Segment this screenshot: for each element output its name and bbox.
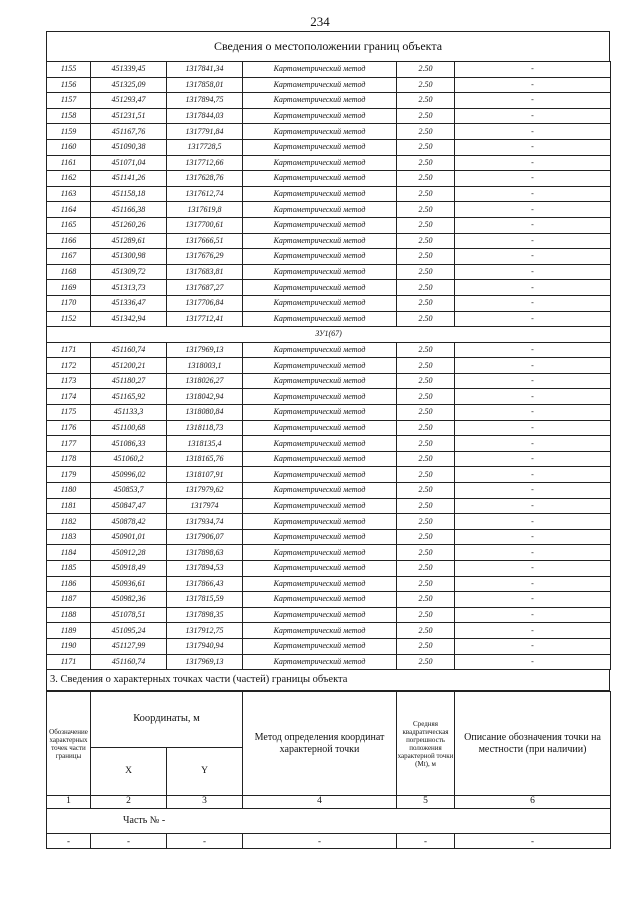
empty-cell: - — [47, 834, 91, 849]
section3-table — [46, 691, 611, 849]
empty-row — [47, 834, 611, 849]
error-value-cell: 2.50 — [397, 186, 455, 202]
error-value-cell: 2.50 — [397, 483, 455, 499]
x-coordinate-cell: 450918,49 — [91, 561, 167, 577]
table-row — [47, 280, 611, 296]
table-row — [47, 171, 611, 187]
method-cell: Картометрический метод — [243, 295, 397, 311]
point-number-cell: 1190 — [47, 638, 91, 654]
table-row — [47, 342, 611, 358]
y-coordinate-cell: 1317841,34 — [167, 62, 243, 78]
description-cell: - — [455, 124, 611, 140]
error-value-cell: 2.50 — [397, 171, 455, 187]
col-number: 5 — [397, 796, 455, 809]
point-number-cell: 1156 — [47, 77, 91, 93]
point-number-cell: 1182 — [47, 514, 91, 530]
point-number-cell: 1170 — [47, 295, 91, 311]
y-coordinate-cell: 1317969,13 — [167, 342, 243, 358]
y-coordinate-cell: 1317712,66 — [167, 155, 243, 171]
point-number-cell: 1184 — [47, 545, 91, 561]
x-coordinate-cell: 451300,98 — [91, 249, 167, 265]
error-value-cell: 2.50 — [397, 576, 455, 592]
error-value-cell: 2.50 — [397, 139, 455, 155]
y-coordinate-cell: 1317683,81 — [167, 264, 243, 280]
method-cell: Картометрический метод — [243, 607, 397, 623]
description-cell: - — [455, 342, 611, 358]
col-number: 6 — [455, 796, 611, 809]
point-number-cell: 1163 — [47, 186, 91, 202]
description-cell: - — [455, 405, 611, 421]
description-cell: - — [455, 545, 611, 561]
y-coordinate-cell: 1317666,51 — [167, 233, 243, 249]
x-coordinate-cell: 451336,47 — [91, 295, 167, 311]
x-coordinate-cell: 450853,7 — [91, 483, 167, 499]
x-coordinate-cell: 451060,2 — [91, 451, 167, 467]
point-number-cell: 1167 — [47, 249, 91, 265]
header-x: X — [91, 748, 167, 796]
table-row — [47, 202, 611, 218]
error-value-cell: 2.50 — [397, 249, 455, 265]
point-number-cell: 1172 — [47, 358, 91, 374]
description-cell: - — [455, 77, 611, 93]
table-row — [47, 108, 611, 124]
description-cell: - — [455, 623, 611, 639]
description-cell: - — [455, 186, 611, 202]
error-value-cell: 2.50 — [397, 623, 455, 639]
header-method: Метод определения координат характерной точки — [243, 692, 397, 796]
method-cell: Картометрический метод — [243, 186, 397, 202]
point-number-cell: 1180 — [47, 483, 91, 499]
method-cell: Картометрический метод — [243, 93, 397, 109]
method-cell: Картометрический метод — [243, 638, 397, 654]
x-coordinate-cell: 451127,99 — [91, 638, 167, 654]
point-number-cell: 1157 — [47, 93, 91, 109]
header-description: Описание обозначения точки на местности (при наличии) — [455, 692, 611, 796]
y-coordinate-cell: 1317619,8 — [167, 202, 243, 218]
col-number: 3 — [167, 796, 243, 809]
y-coordinate-cell: 1317815,59 — [167, 592, 243, 608]
y-coordinate-cell: 1318003,1 — [167, 358, 243, 374]
table-row — [47, 467, 611, 483]
point-number-cell: 1183 — [47, 529, 91, 545]
col-number: 1 — [47, 796, 91, 809]
x-coordinate-cell: 451167,76 — [91, 124, 167, 140]
description-cell: - — [455, 202, 611, 218]
x-coordinate-cell: 451086,33 — [91, 436, 167, 452]
x-coordinate-cell: 451260,26 — [91, 217, 167, 233]
error-value-cell: 2.50 — [397, 405, 455, 421]
error-value-cell: 2.50 — [397, 217, 455, 233]
error-value-cell: 2.50 — [397, 373, 455, 389]
error-value-cell: 2.50 — [397, 93, 455, 109]
description-cell: - — [455, 498, 611, 514]
empty-cell: - — [91, 834, 167, 849]
table-row — [47, 420, 611, 436]
description-cell: - — [455, 93, 611, 109]
error-value-cell: 2.50 — [397, 436, 455, 452]
page-number: 234 — [310, 14, 330, 29]
method-cell: Картометрический метод — [243, 171, 397, 187]
point-number-cell: 1155 — [47, 62, 91, 78]
error-value-cell: 2.50 — [397, 295, 455, 311]
document-frame — [46, 31, 610, 849]
y-coordinate-cell: 1317687,27 — [167, 280, 243, 296]
point-number-cell: 1152 — [47, 311, 91, 327]
x-coordinate-cell: 451071,04 — [91, 155, 167, 171]
x-coordinate-cell: 451095,24 — [91, 623, 167, 639]
error-value-cell: 2.50 — [397, 342, 455, 358]
error-value-cell: 2.50 — [397, 607, 455, 623]
x-coordinate-cell: 451231,51 — [91, 108, 167, 124]
x-coordinate-cell: 451160,74 — [91, 342, 167, 358]
x-coordinate-cell: 450912,28 — [91, 545, 167, 561]
x-coordinate-cell: 451133,3 — [91, 405, 167, 421]
error-value-cell: 2.50 — [397, 155, 455, 171]
description-cell: - — [455, 514, 611, 530]
y-coordinate-cell: 1317979,62 — [167, 483, 243, 499]
table-row — [47, 311, 611, 327]
description-cell: - — [455, 654, 611, 670]
x-coordinate-cell: 451342,94 — [91, 311, 167, 327]
table-row — [47, 623, 611, 639]
description-cell: - — [455, 280, 611, 296]
x-coordinate-cell: 451090,38 — [91, 139, 167, 155]
point-number-cell: 1186 — [47, 576, 91, 592]
y-coordinate-cell: 1317940,94 — [167, 638, 243, 654]
error-value-cell: 2.50 — [397, 233, 455, 249]
method-cell: Картометрический метод — [243, 561, 397, 577]
x-coordinate-cell: 451165,92 — [91, 389, 167, 405]
method-cell: Картометрический метод — [243, 202, 397, 218]
method-cell: Картометрический метод — [243, 311, 397, 327]
table-row — [47, 389, 611, 405]
table-row — [47, 139, 611, 155]
error-value-cell: 2.50 — [397, 654, 455, 670]
method-cell: Картометрический метод — [243, 592, 397, 608]
method-cell: Картометрический метод — [243, 576, 397, 592]
method-cell: Картометрический метод — [243, 498, 397, 514]
section3-title: 3. Сведения о характерных точках части (частей) границы объекта — [46, 670, 610, 691]
error-value-cell: 2.50 — [397, 62, 455, 78]
error-value-cell: 2.50 — [397, 280, 455, 296]
y-coordinate-cell: 1317612,74 — [167, 186, 243, 202]
description-cell: - — [455, 373, 611, 389]
empty-cell: - — [455, 834, 611, 849]
column-numbers-row — [47, 796, 611, 809]
table-row — [47, 295, 611, 311]
table-row — [47, 405, 611, 421]
method-cell: Картометрический метод — [243, 62, 397, 78]
parcel-label: ЗУ1(67) — [47, 327, 611, 343]
table-row — [47, 373, 611, 389]
description-cell: - — [455, 638, 611, 654]
method-cell: Картометрический метод — [243, 139, 397, 155]
description-cell: - — [455, 467, 611, 483]
table-row — [47, 186, 611, 202]
description-cell: - — [455, 264, 611, 280]
x-coordinate-cell: 451141,26 — [91, 171, 167, 187]
table-row — [47, 436, 611, 452]
y-coordinate-cell: 1317969,13 — [167, 654, 243, 670]
table-row — [47, 561, 611, 577]
method-cell: Картометрический метод — [243, 389, 397, 405]
empty-cell: - — [243, 834, 397, 849]
method-cell: Картометрический метод — [243, 77, 397, 93]
description-cell: - — [455, 249, 611, 265]
error-value-cell: 2.50 — [397, 108, 455, 124]
point-number-cell: 1188 — [47, 607, 91, 623]
method-cell: Картометрический метод — [243, 108, 397, 124]
point-number-cell: 1164 — [47, 202, 91, 218]
method-cell: Картометрический метод — [243, 467, 397, 483]
point-number-cell: 1173 — [47, 373, 91, 389]
y-coordinate-cell: 1317706,84 — [167, 295, 243, 311]
empty-cell: - — [167, 834, 243, 849]
x-coordinate-cell: 451180,27 — [91, 373, 167, 389]
error-value-cell: 2.50 — [397, 561, 455, 577]
x-coordinate-cell: 451166,38 — [91, 202, 167, 218]
description-cell: - — [455, 311, 611, 327]
y-coordinate-cell: 1318118,73 — [167, 420, 243, 436]
method-cell: Картометрический метод — [243, 280, 397, 296]
point-number-cell: 1168 — [47, 264, 91, 280]
x-coordinate-cell: 450982,36 — [91, 592, 167, 608]
method-cell: Картометрический метод — [243, 623, 397, 639]
header-coords: Координаты, м — [91, 692, 243, 748]
table-row — [47, 358, 611, 374]
method-cell: Картометрический метод — [243, 405, 397, 421]
point-number-cell: 1187 — [47, 592, 91, 608]
x-coordinate-cell: 451200,21 — [91, 358, 167, 374]
point-number-cell: 1179 — [47, 467, 91, 483]
error-value-cell: 2.50 — [397, 638, 455, 654]
table-row — [47, 264, 611, 280]
col-number: 2 — [91, 796, 167, 809]
x-coordinate-cell: 451309,72 — [91, 264, 167, 280]
description-cell: - — [455, 561, 611, 577]
error-value-cell: 2.50 — [397, 529, 455, 545]
description-cell: - — [455, 607, 611, 623]
x-coordinate-cell: 451100,68 — [91, 420, 167, 436]
error-value-cell: 2.50 — [397, 514, 455, 530]
x-coordinate-cell: 451289,61 — [91, 233, 167, 249]
y-coordinate-cell: 1318026,27 — [167, 373, 243, 389]
table-row — [47, 654, 611, 670]
parcel-separator-row — [47, 327, 611, 343]
x-coordinate-cell: 451313,73 — [91, 280, 167, 296]
method-cell: Картометрический метод — [243, 483, 397, 499]
point-number-cell: 1171 — [47, 342, 91, 358]
table-row — [47, 62, 611, 78]
y-coordinate-cell: 1317934,74 — [167, 514, 243, 530]
coordinates-table — [46, 61, 611, 670]
point-number-cell: 1158 — [47, 108, 91, 124]
method-cell: Картометрический метод — [243, 155, 397, 171]
table-row — [47, 124, 611, 140]
y-coordinate-cell: 1318107,91 — [167, 467, 243, 483]
error-value-cell: 2.50 — [397, 358, 455, 374]
table-row — [47, 607, 611, 623]
table-row — [47, 483, 611, 499]
description-cell: - — [455, 171, 611, 187]
y-coordinate-cell: 1317894,75 — [167, 93, 243, 109]
point-number-cell: 1178 — [47, 451, 91, 467]
method-cell: Картометрический метод — [243, 342, 397, 358]
x-coordinate-cell: 450878,42 — [91, 514, 167, 530]
y-coordinate-cell: 1317728,5 — [167, 139, 243, 155]
x-coordinate-cell: 451325,09 — [91, 77, 167, 93]
error-value-cell: 2.50 — [397, 451, 455, 467]
x-coordinate-cell: 451339,45 — [91, 62, 167, 78]
error-value-cell: 2.50 — [397, 389, 455, 405]
point-number-cell: 1171 — [47, 654, 91, 670]
table-row — [47, 451, 611, 467]
table-row — [47, 93, 611, 109]
table-row — [47, 233, 611, 249]
x-coordinate-cell: 451078,51 — [91, 607, 167, 623]
error-value-cell: 2.50 — [397, 77, 455, 93]
method-cell: Картометрический метод — [243, 124, 397, 140]
coordinates-table-body — [47, 62, 611, 670]
point-number-cell: 1162 — [47, 171, 91, 187]
description-cell: - — [455, 217, 611, 233]
method-cell: Картометрический метод — [243, 436, 397, 452]
description-cell: - — [455, 108, 611, 124]
x-coordinate-cell: 450996,02 — [91, 467, 167, 483]
description-cell: - — [455, 139, 611, 155]
x-coordinate-cell: 450936,61 — [91, 576, 167, 592]
point-number-cell: 1165 — [47, 217, 91, 233]
y-coordinate-cell: 1317866,43 — [167, 576, 243, 592]
error-value-cell: 2.50 — [397, 592, 455, 608]
method-cell: Картометрический метод — [243, 545, 397, 561]
y-coordinate-cell: 1317974 — [167, 498, 243, 514]
y-coordinate-cell: 1318165,76 — [167, 451, 243, 467]
method-cell: Картометрический метод — [243, 529, 397, 545]
point-number-cell: 1175 — [47, 405, 91, 421]
point-number-cell: 1160 — [47, 139, 91, 155]
description-cell: - — [455, 358, 611, 374]
header-y: Y — [167, 748, 243, 796]
error-value-cell: 2.50 — [397, 467, 455, 483]
description-cell: - — [455, 389, 611, 405]
part-row — [47, 809, 611, 834]
y-coordinate-cell: 1317912,75 — [167, 623, 243, 639]
description-cell: - — [455, 295, 611, 311]
header-point: Обозначение характерных точек части границы — [47, 692, 91, 796]
point-number-cell: 1189 — [47, 623, 91, 639]
y-coordinate-cell: 1317700,61 — [167, 217, 243, 233]
method-cell: Картометрический метод — [243, 514, 397, 530]
y-coordinate-cell: 1318042,94 — [167, 389, 243, 405]
point-number-cell: 1166 — [47, 233, 91, 249]
error-value-cell: 2.50 — [397, 545, 455, 561]
y-coordinate-cell: 1317844,03 — [167, 108, 243, 124]
table-row — [47, 514, 611, 530]
description-cell: - — [455, 420, 611, 436]
y-coordinate-cell: 1317712,41 — [167, 311, 243, 327]
method-cell: Картометрический метод — [243, 451, 397, 467]
y-coordinate-cell: 1317858,01 — [167, 77, 243, 93]
part-label: Часть № - — [47, 809, 611, 834]
y-coordinate-cell: 1317894,53 — [167, 561, 243, 577]
table-row — [47, 638, 611, 654]
error-value-cell: 2.50 — [397, 202, 455, 218]
y-coordinate-cell: 1317791,84 — [167, 124, 243, 140]
error-value-cell: 2.50 — [397, 498, 455, 514]
error-value-cell: 2.50 — [397, 124, 455, 140]
table-row — [47, 545, 611, 561]
point-number-cell: 1185 — [47, 561, 91, 577]
method-cell: Картометрический метод — [243, 373, 397, 389]
description-cell: - — [455, 436, 611, 452]
method-cell: Картометрический метод — [243, 217, 397, 233]
table-row — [47, 529, 611, 545]
table-row — [47, 498, 611, 514]
method-cell: Картометрический метод — [243, 264, 397, 280]
empty-cell: - — [397, 834, 455, 849]
table-row — [47, 592, 611, 608]
description-cell: - — [455, 483, 611, 499]
section-title: Сведения о местоположении границ объекта — [46, 31, 610, 61]
y-coordinate-cell: 1318080,84 — [167, 405, 243, 421]
x-coordinate-cell: 450847,47 — [91, 498, 167, 514]
table-row — [47, 217, 611, 233]
description-cell: - — [455, 62, 611, 78]
header-error: Средняя квадратическая погрешность положения характерной точки (Mt), м — [397, 692, 455, 796]
y-coordinate-cell: 1317676,29 — [167, 249, 243, 265]
x-coordinate-cell: 450901,01 — [91, 529, 167, 545]
description-cell: - — [455, 451, 611, 467]
method-cell: Картометрический метод — [243, 420, 397, 436]
error-value-cell: 2.50 — [397, 420, 455, 436]
point-number-cell: 1169 — [47, 280, 91, 296]
y-coordinate-cell: 1318135,4 — [167, 436, 243, 452]
method-cell: Картометрический метод — [243, 233, 397, 249]
y-coordinate-cell: 1317906,07 — [167, 529, 243, 545]
method-cell: Картометрический метод — [243, 249, 397, 265]
description-cell: - — [455, 592, 611, 608]
description-cell: - — [455, 529, 611, 545]
x-coordinate-cell: 451158,18 — [91, 186, 167, 202]
description-cell: - — [455, 155, 611, 171]
table-row — [47, 77, 611, 93]
y-coordinate-cell: 1317898,63 — [167, 545, 243, 561]
x-coordinate-cell: 451293,47 — [91, 93, 167, 109]
point-number-cell: 1177 — [47, 436, 91, 452]
error-value-cell: 2.50 — [397, 311, 455, 327]
table-row — [47, 249, 611, 265]
x-coordinate-cell: 451160,74 — [91, 654, 167, 670]
description-cell: - — [455, 576, 611, 592]
y-coordinate-cell: 1317898,35 — [167, 607, 243, 623]
point-number-cell: 1159 — [47, 124, 91, 140]
error-value-cell: 2.50 — [397, 264, 455, 280]
y-coordinate-cell: 1317628,76 — [167, 171, 243, 187]
method-cell: Картометрический метод — [243, 654, 397, 670]
description-cell: - — [455, 233, 611, 249]
point-number-cell: 1161 — [47, 155, 91, 171]
point-number-cell: 1176 — [47, 420, 91, 436]
col-number: 4 — [243, 796, 397, 809]
point-number-cell: 1174 — [47, 389, 91, 405]
point-number-cell: 1181 — [47, 498, 91, 514]
table-row — [47, 576, 611, 592]
method-cell: Картометрический метод — [243, 358, 397, 374]
table-row — [47, 155, 611, 171]
